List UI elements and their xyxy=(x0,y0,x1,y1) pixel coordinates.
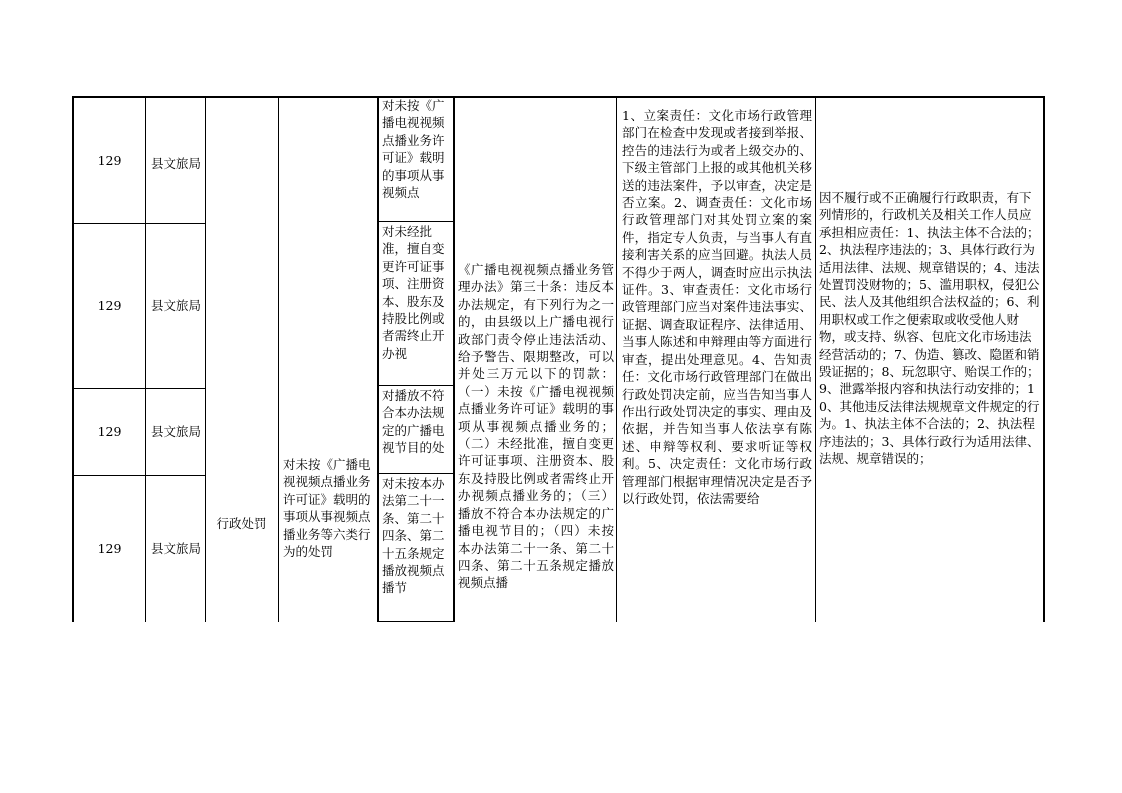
row-1-number: 129 xyxy=(97,152,122,168)
accountability-items: 因不履行或不正确履行行政职责，有下列情形的，行政机关及相关工作人员应承担相应责任：1、执法主体不合法的；2、执法程序违法的；3、具体行政行为适用法律、法规、规章错误的；4、违法处置罚没财物的；5、滥用职权，侵犯公民、法人及其他组织合法权益的；6、利用职权或工作之便索取或收受他人财物，或支持、纵容、包庇文化市场违法经营活动的；7、伪造、篡改、隐匿和销毁证据的；8、玩忽职守、贻误工作的；9、泄露举报内容和执法行动安排的；10、其他违反法律法规规章文件规定的行为。1、执法主体不合法的；2、执法程序违法的；3、具体行政行为适用法律、法规、规章错误的； xyxy=(819,190,1040,467)
row-3-number: 129 xyxy=(97,424,122,440)
row-1-department: 县文旅局 xyxy=(150,156,201,172)
row-4-number: 129 xyxy=(97,541,122,557)
legal-basis: 《广播电视视频点播业务管理办法》第三十条：违反本办法规定，有下列行为之一的，由县级以上广播电视行政部门责令停止违法活动、给予警告、限期整改，可以并处三万元以下的罚款：（一）未按《广播电视视频点播业务许可证》载明的事项从事视频点播业务的；（二）未经批准，擅自变更许可证事项、注册资本、股东及持股比例或者需终止开办视频点播业务的；（三）播放不符合本办法规定的广播电视节目的；（四）未按本办法第二十一条、第二十四条、第二十五条规定播放视频点播 xyxy=(458,262,614,591)
row-2-department: 县文旅局 xyxy=(150,298,201,314)
table-left-border xyxy=(72,96,74,622)
sub-row-divider-c xyxy=(377,473,454,474)
row-1-sub-item: 对未按《广播电视视频点播业务许可证》载明的事项从事视频点 xyxy=(382,98,445,201)
sub-row-divider-a xyxy=(377,221,454,222)
column-divider-2 xyxy=(205,96,206,622)
row-divider-a xyxy=(72,223,206,224)
sub-row-divider-b xyxy=(377,385,454,386)
column-divider-1 xyxy=(145,96,146,622)
data-table xyxy=(72,96,1045,622)
power-category: 行政处罚 xyxy=(216,516,267,532)
row-4-department: 县文旅局 xyxy=(150,541,201,557)
table-right-border xyxy=(1043,96,1045,622)
column-divider-7 xyxy=(815,96,816,622)
row-divider-c xyxy=(72,475,206,476)
column-divider-6 xyxy=(616,96,617,622)
power-name: 对未按《广播电视视频点播业务许可证》载明的事项从事视频点播业务等六类行为的处罚 xyxy=(283,457,371,560)
column-divider-3 xyxy=(278,96,279,622)
sub-item-right-rule xyxy=(453,96,455,622)
table-top-border xyxy=(72,96,1045,98)
row-divider-b xyxy=(72,388,206,389)
responsibility-items: 1、立案责任：文化市场行政管理部门在检查中发现或者接到举报、控告的违法行为或者上级交办的、下级主管部门上报的或其他机关移送的违法案件，予以审查，决定是否立案。2、调查责任：文化市场行政管理部门对其处罚立案的案件，指定专人负责，与当事人有直接利害关系的应当回避。执法人员不得少于两人，调查时应出示执法证件。3、审查责任：文化市场行政管理部门应当对案件违法事实、证据、调查取证程序、法律适用、当事人陈述和申辩理由等方面进行审查，提出处理意见。4、告知责任：文化市场行政管理部门在做出行政处罚决定前，应当告知当事人作出行政处罚决定的事实、理由及依据，并告知当事人依法享有陈述、申辩等权利、要求听证等权利。5、决定责任：文化市场行政管理部门根据审理情况决定是否予以行政处罚，依法需要给 xyxy=(622,108,812,506)
row-3-department: 县文旅局 xyxy=(150,424,201,440)
sub-item-left-rule xyxy=(377,96,379,622)
row-4-sub-item: 对未按本办法第二十一条、第二十四条、第二十五条规定播放视频点播节 xyxy=(382,476,445,596)
sub-row-divider-d xyxy=(377,621,454,622)
row-2-sub-item: 对未经批准，擅自变更许可证事项、注册资本、股东及持股比例或者需终止开办视 xyxy=(382,224,445,361)
row-3-sub-item: 对播放不符合本办法规定的广播电视节目的处 xyxy=(382,388,445,456)
row-2-number: 129 xyxy=(97,298,122,314)
